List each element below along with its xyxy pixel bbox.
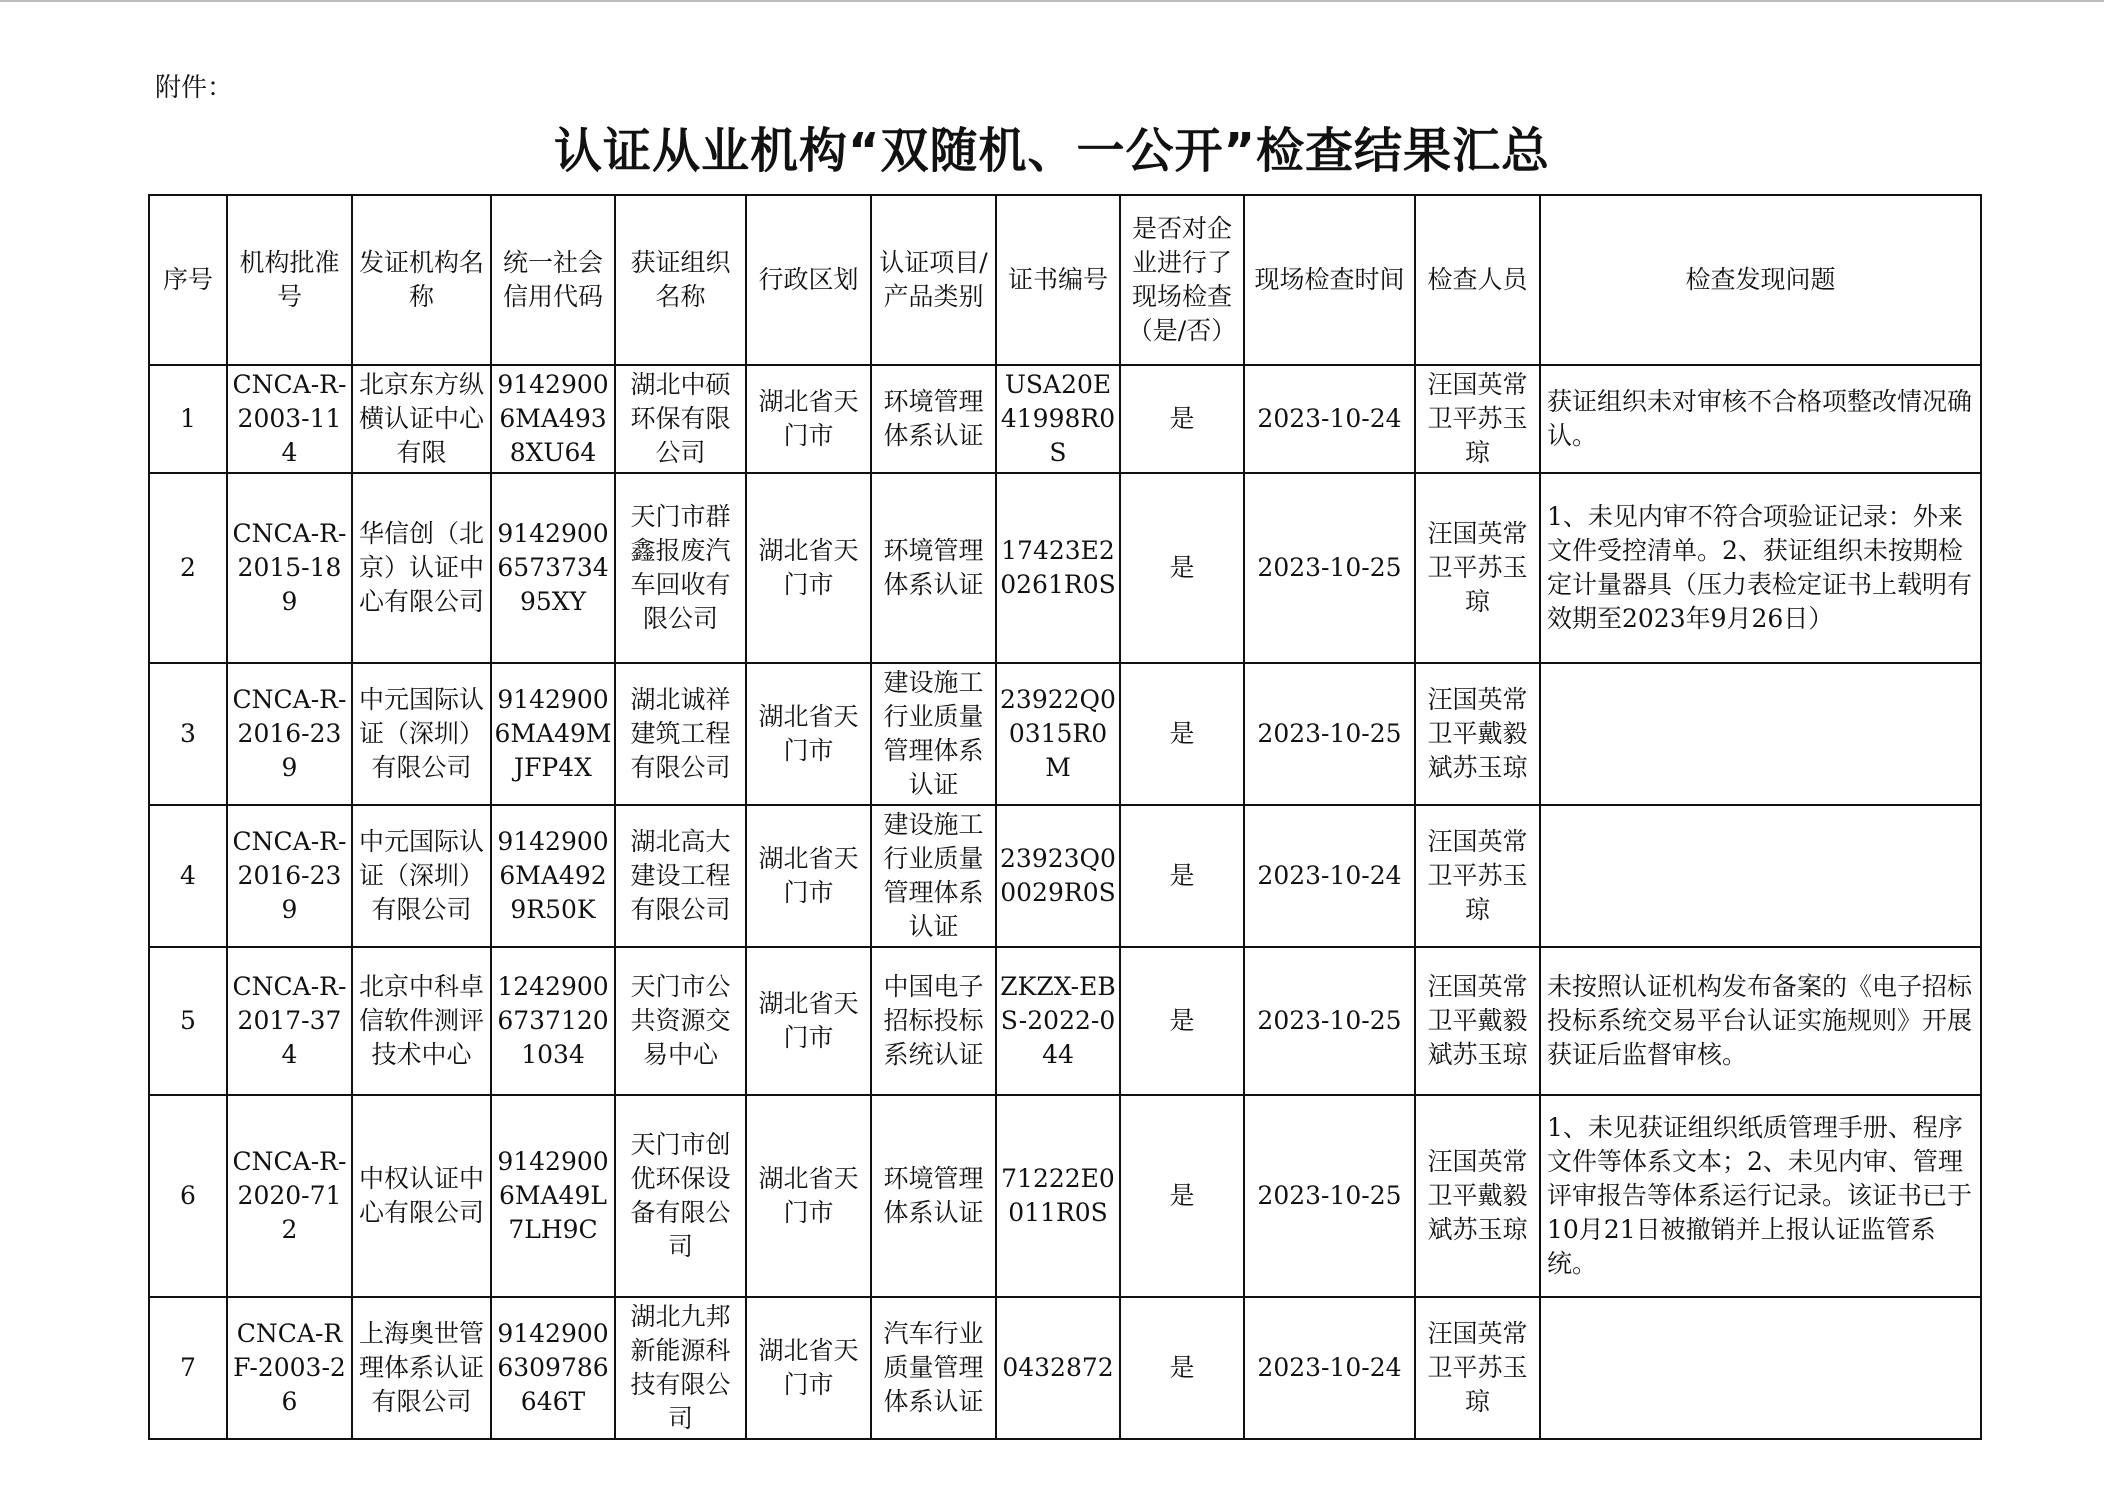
header-onsite-check: 是否对企业进行了现场检查（是/否）: [1120, 195, 1244, 365]
header-check-date: 现场检查时间: [1244, 195, 1415, 365]
cell-region: 湖北省天门市: [746, 473, 871, 663]
cell-cert-number: 17423E20261R0S: [996, 473, 1120, 663]
cell-check-date: 2023-10-25: [1244, 663, 1415, 805]
page-top-border: [0, 0, 2104, 2]
cell-credit-code: 91429006MA49MJFP4X: [491, 663, 615, 805]
cell-certified-org: 天门市创优环保设备有限公司: [615, 1095, 746, 1297]
document-title: 认证从业机构“双随机、一公开”检查结果汇总: [553, 123, 1551, 179]
cell-onsite-check: 是: [1120, 365, 1244, 473]
cell-issuing-body: 北京中科卓信软件测评技术中心: [352, 947, 491, 1095]
cell-credit-code: 91429006MA49L7LH9C: [491, 1095, 615, 1297]
header-cert-number: 证书编号: [996, 195, 1120, 365]
cell-certified-org: 湖北九邦新能源科技有限公司: [615, 1297, 746, 1439]
cell-findings: [1540, 1297, 1981, 1439]
cell-cert-project: 汽车行业质量管理体系认证: [871, 1297, 996, 1439]
cell-inspectors: 汪国英常卫平苏玉琼: [1415, 365, 1540, 473]
cell-onsite-check: 是: [1120, 805, 1244, 947]
cell-approval-number: CNCA-R-2017-374: [227, 947, 352, 1095]
cell-inspectors: 汪国英常卫平苏玉琼: [1415, 473, 1540, 663]
cell-cert-project: 建设施工行业质量管理体系认证: [871, 805, 996, 947]
header-findings: 检查发现问题: [1540, 195, 1981, 365]
cell-index: 1: [149, 365, 227, 473]
cell-check-date: 2023-10-24: [1244, 365, 1415, 473]
cell-check-date: 2023-10-24: [1244, 805, 1415, 947]
cell-issuing-body: 中元国际认证（深圳）有限公司: [352, 663, 491, 805]
cell-index: 2: [149, 473, 227, 663]
cell-onsite-check: 是: [1120, 1095, 1244, 1297]
inspection-results-table: [148, 194, 1982, 1440]
cell-onsite-check: 是: [1120, 947, 1244, 1095]
header-approval-number: 机构批准号: [227, 195, 352, 365]
cell-cert-number: USA20E41998R0S: [996, 365, 1120, 473]
table-header-row: [149, 195, 1981, 365]
cell-inspectors: 汪国英常卫平戴毅斌苏玉琼: [1415, 1095, 1540, 1297]
cell-index: 6: [149, 1095, 227, 1297]
cell-check-date: 2023-10-25: [1244, 473, 1415, 663]
cell-region: 湖北省天门市: [746, 1297, 871, 1439]
header-index: 序号: [149, 195, 227, 365]
header-issuing-body: 发证机构名称: [352, 195, 491, 365]
cell-region: 湖北省天门市: [746, 365, 871, 473]
cell-cert-number: 0432872: [996, 1297, 1120, 1439]
table-row: [149, 805, 1981, 947]
cell-credit-code: 9142900657373495XY: [491, 473, 615, 663]
cell-certified-org: 天门市群鑫报废汽车回收有限公司: [615, 473, 746, 663]
cell-approval-number: CNCA-R-2016-239: [227, 663, 352, 805]
table-row: [149, 947, 1981, 1095]
cell-findings: 1、未见内审不符合项验证记录：外来文件受控清单。2、获证组织未按期检定计量器具（压力表检定证书上载明有效期至2023年9月26日）: [1540, 473, 1981, 663]
cell-inspectors: 汪国英常卫平苏玉琼: [1415, 1297, 1540, 1439]
cell-inspectors: 汪国英常卫平戴毅斌苏玉琼: [1415, 663, 1540, 805]
header-inspectors: 检查人员: [1415, 195, 1540, 365]
cell-region: 湖北省天门市: [746, 663, 871, 805]
cell-cert-project: 环境管理体系认证: [871, 365, 996, 473]
cell-approval-number: CNCA-R-2016-239: [227, 805, 352, 947]
cell-onsite-check: 是: [1120, 473, 1244, 663]
cell-index: 4: [149, 805, 227, 947]
cell-credit-code: 91429006MA4929R50K: [491, 805, 615, 947]
cell-region: 湖北省天门市: [746, 805, 871, 947]
cell-cert-number: 23923Q00029R0S: [996, 805, 1120, 947]
cell-findings: 未按照认证机构发布备案的《电子招标投标系统交易平台认证实施规则》开展获证后监督审核。: [1540, 947, 1981, 1095]
cell-issuing-body: 华信创（北京）认证中心有限公司: [352, 473, 491, 663]
cell-credit-code: 124290067371201034: [491, 947, 615, 1095]
cell-findings: [1540, 663, 1981, 805]
cell-issuing-body: 中权认证中心有限公司: [352, 1095, 491, 1297]
cell-certified-org: 湖北中硕环保有限公司: [615, 365, 746, 473]
cell-check-date: 2023-10-25: [1244, 1095, 1415, 1297]
cell-check-date: 2023-10-25: [1244, 947, 1415, 1095]
cell-findings: 1、未见获证组织纸质管理手册、程序文件等体系文本；2、未见内审、管理评审报告等体系运行记录。该证书已于10月21日被撤销并上报认证监管系统。: [1540, 1095, 1981, 1297]
cell-findings: [1540, 805, 1981, 947]
cell-cert-project: 中国电子招标投标系统认证: [871, 947, 996, 1095]
cell-inspectors: 汪国英常卫平戴毅斌苏玉琼: [1415, 947, 1540, 1095]
cell-cert-project: 建设施工行业质量管理体系认证: [871, 663, 996, 805]
header-certified-org: 获证组织名称: [615, 195, 746, 365]
cell-issuing-body: 北京东方纵横认证中心有限: [352, 365, 491, 473]
cell-approval-number: CNCA-R-2015-189: [227, 473, 352, 663]
cell-index: 7: [149, 1297, 227, 1439]
cell-approval-number: CNCA-RF-2003-26: [227, 1297, 352, 1439]
table-row: [149, 663, 1981, 805]
cell-cert-number: ZKZX-EBS-2022-044: [996, 947, 1120, 1095]
cell-cert-number: 71222E0011R0S: [996, 1095, 1120, 1297]
cell-onsite-check: 是: [1120, 1297, 1244, 1439]
cell-approval-number: CNCA-R-2020-712: [227, 1095, 352, 1297]
cell-inspectors: 汪国英常卫平苏玉琼: [1415, 805, 1540, 947]
cell-issuing-body: 中元国际认证（深圳）有限公司: [352, 805, 491, 947]
header-cert-project: 认证项目/产品类别: [871, 195, 996, 365]
header-credit-code: 统一社会信用代码: [491, 195, 615, 365]
cell-onsite-check: 是: [1120, 663, 1244, 805]
cell-index: 3: [149, 663, 227, 805]
cell-cert-project: 环境管理体系认证: [871, 1095, 996, 1297]
cell-certified-org: 湖北高大建设工程有限公司: [615, 805, 746, 947]
cell-certified-org: 湖北诚祥建筑工程有限公司: [615, 663, 746, 805]
cell-cert-project: 环境管理体系认证: [871, 473, 996, 663]
table-row: [149, 1297, 1981, 1439]
cell-approval-number: CNCA-R-2003-114: [227, 365, 352, 473]
table-row: [149, 1095, 1981, 1297]
cell-cert-number: 23922Q00315R0M: [996, 663, 1120, 805]
attachment-label: 附件：: [155, 73, 234, 103]
table-row: [149, 365, 1981, 473]
cell-check-date: 2023-10-24: [1244, 1297, 1415, 1439]
cell-findings: 获证组织未对审核不合格项整改情况确认。: [1540, 365, 1981, 473]
cell-credit-code: 914290063097866​46T: [491, 1297, 615, 1439]
cell-region: 湖北省天门市: [746, 1095, 871, 1297]
cell-issuing-body: 上海奥世管理体系认证有限公司: [352, 1297, 491, 1439]
cell-credit-code: 91429006MA4938XU64: [491, 365, 615, 473]
cell-certified-org: 天门市公共资源交易中心: [615, 947, 746, 1095]
cell-index: 5: [149, 947, 227, 1095]
cell-region: 湖北省天门市: [746, 947, 871, 1095]
table-row: [149, 473, 1981, 663]
header-region: 行政区划: [746, 195, 871, 365]
